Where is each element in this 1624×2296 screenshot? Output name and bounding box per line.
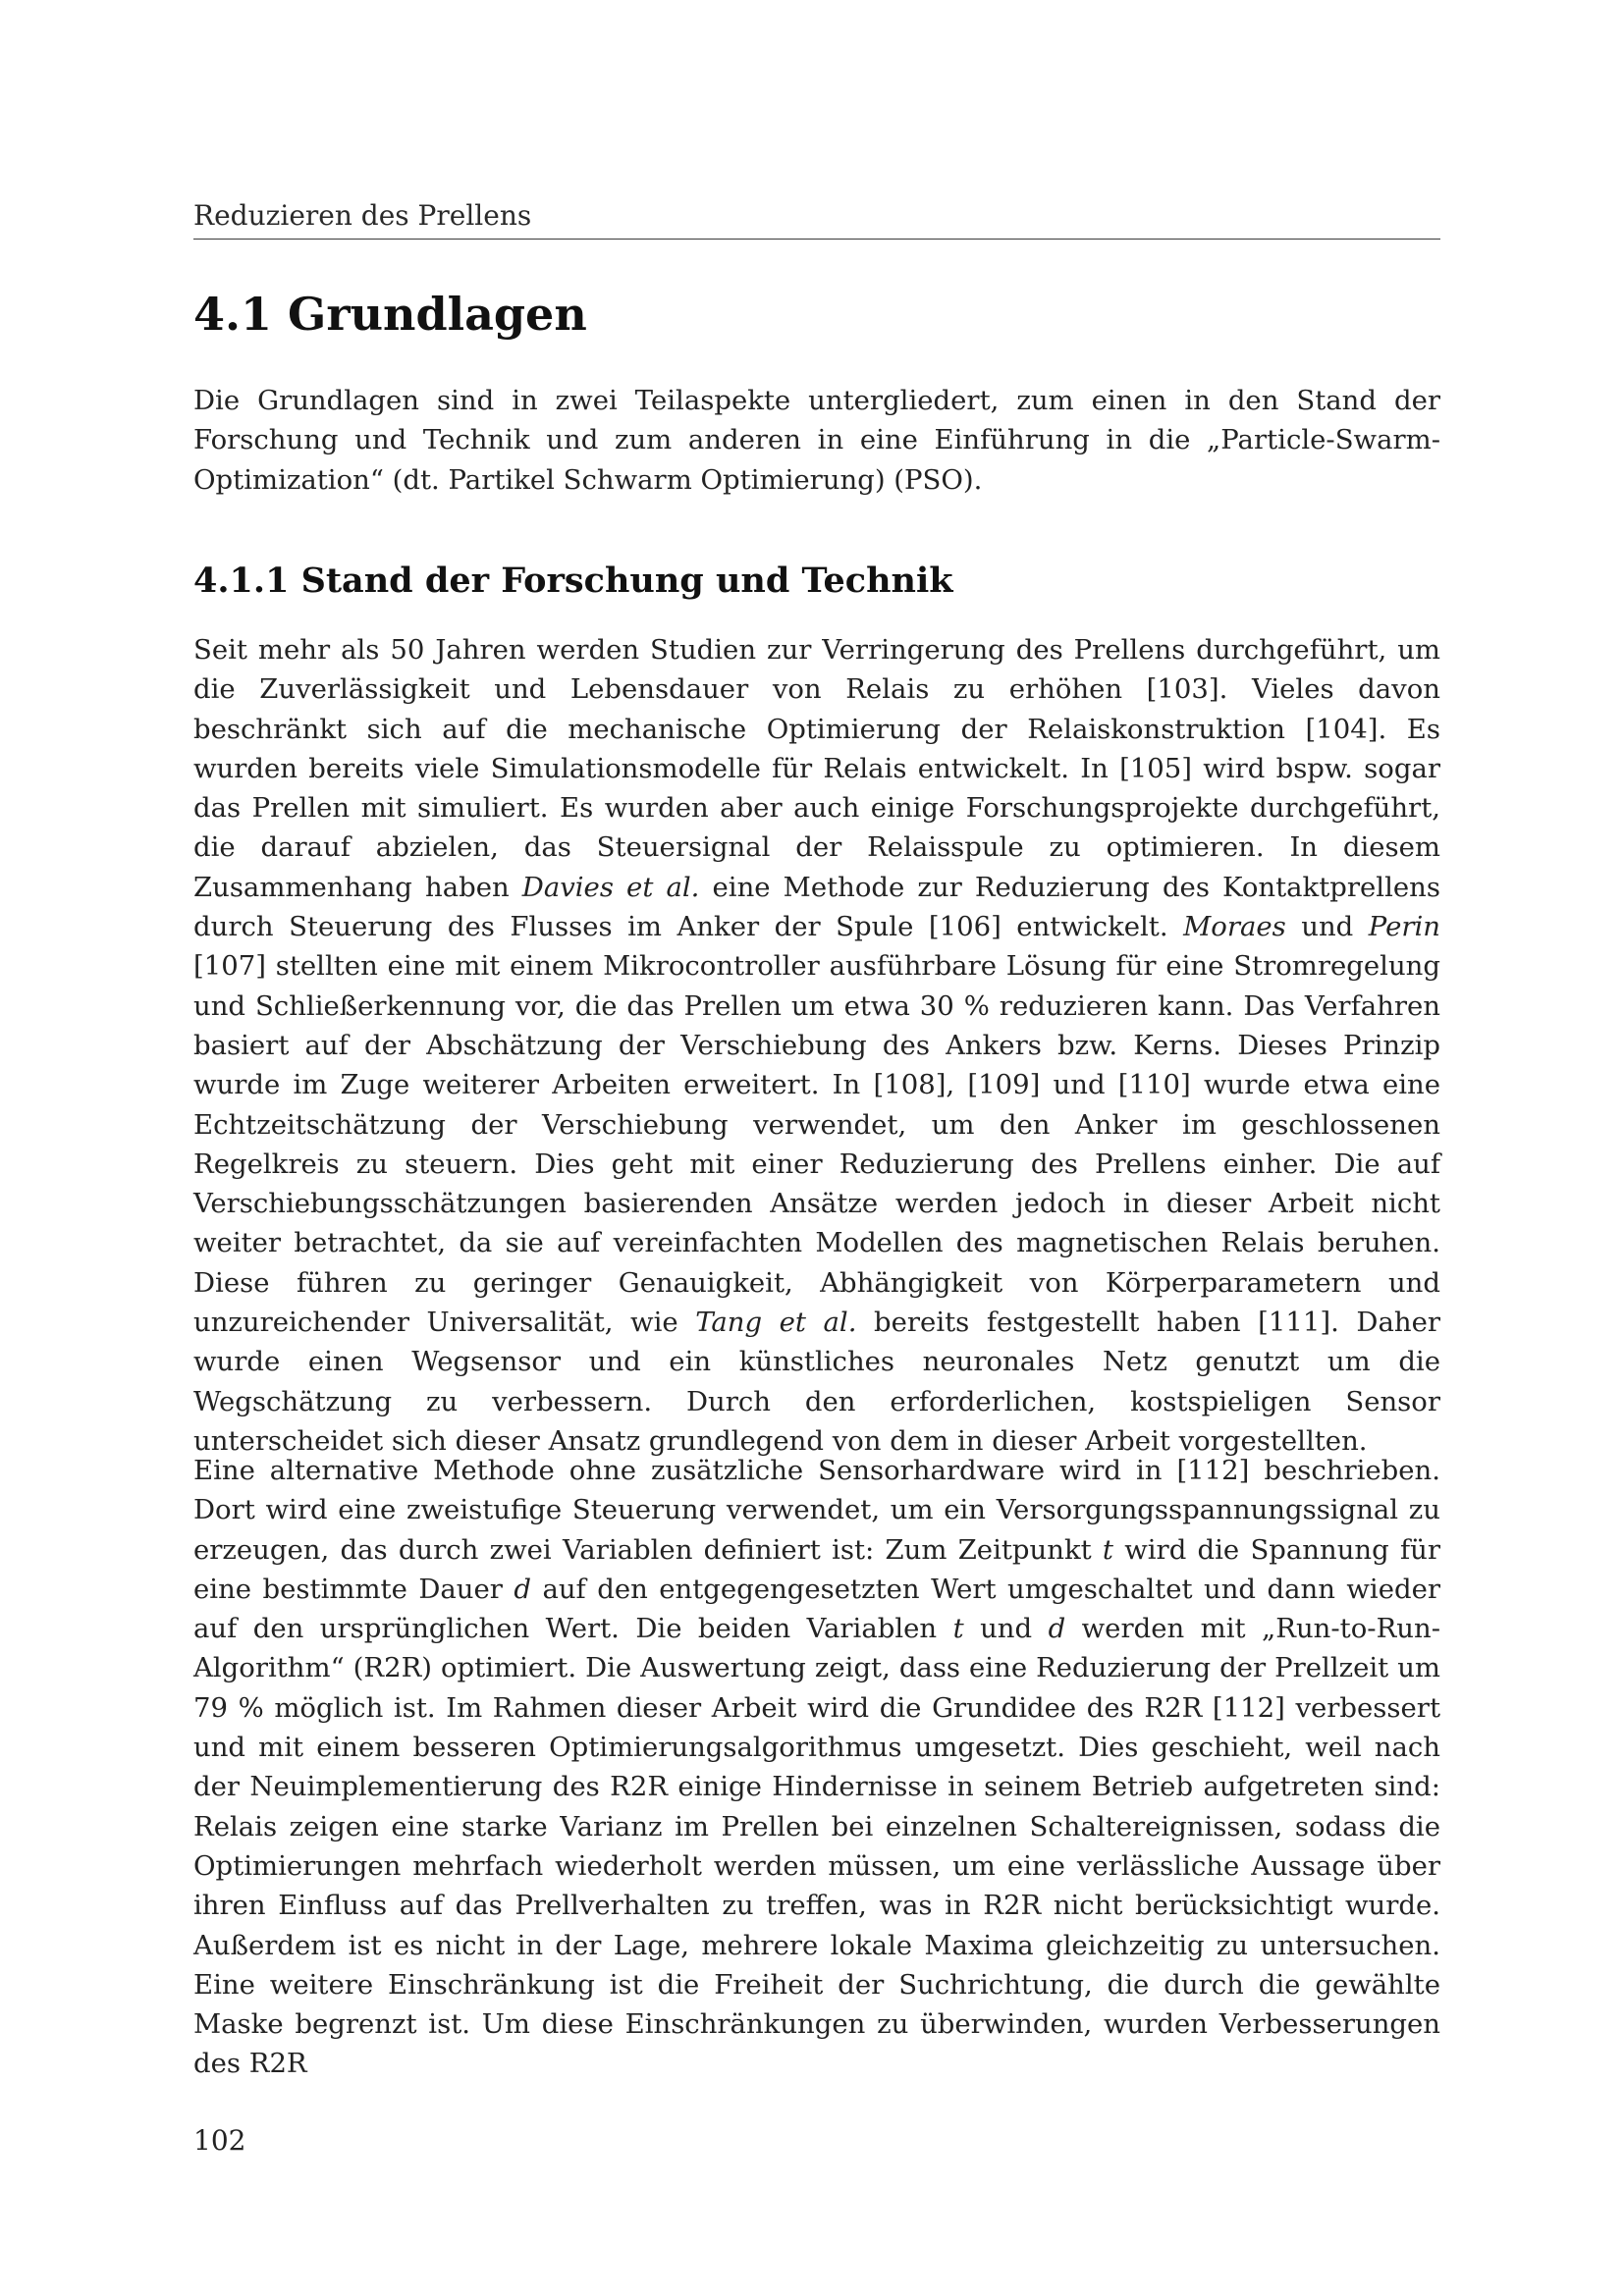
subsection-title: 4.1.1 Stand der Forschung und Technik — [193, 561, 953, 601]
text-run: wird die Spannung für eine bestimmte Dauer — [193, 1533, 1441, 1605]
page-number: 102 — [193, 2124, 246, 2157]
section-intro-paragraph: Die Grundlagen sind in zwei Teilaspekte untergliedert, zum einen in den Stand der Forschung und Technik und zum anderen in eine Einführung in die „Particle-Swarm-Optimization“ (dt. Partikel Schwarm Optimierung) (PSO). — [193, 385, 1440, 496]
body-paragraph-2 — [193, 1451, 1440, 2084]
math-variable: t — [1102, 1533, 1113, 1566]
math-variable: d — [514, 1573, 531, 1605]
running-header: Reduzieren des Prellens — [193, 199, 1440, 240]
text-run: auf den entgegengesetzten Wert umgeschaltet und dann wieder auf den ursprünglichen Wert. Die beiden Variablen — [193, 1573, 1441, 1645]
text-run: Eine alternative Methode ohne zusätzliche Sensorhardware wird in [112] beschrieben. Dort wird eine zweistufige Steuerung verwendet, um ein Versorgungsspannungssignal zu erzeugen, das durch zwei Variablen definiert ist: Zum Zeitpunkt — [193, 1455, 1440, 1566]
body-paragraph-1 — [193, 630, 1440, 1461]
text-run: und — [1285, 911, 1369, 943]
author-reference: Perin — [1368, 911, 1440, 943]
math-variable: t — [952, 1613, 964, 1645]
author-reference: Davies et al. — [521, 871, 700, 903]
text-run: bereits festgestellt haben [111]. Daher wurde einen Wegsensor und ein künstliches neuronales Netz genutzt um die Wegschätzung zu verbessern. Durch den erforderlichen, kostspieligen Sensor unterscheidet sich dieser Ansatz grundlegend von dem in dieser Arbeit vorgestellten. — [193, 1307, 1440, 1457]
text-run: eine Methode zur Reduzierung des Kontaktprellens durch Steuerung des Flusses im Anker der Spule [106] entwickelt. — [193, 871, 1440, 943]
text-run: werden mit „Run-to-Run-Algorithm“ (R2R) optimiert. Die Auswertung zeigt, dass eine Reduzierung der Prellzeit um 79 % möglich ist. Im Rahmen dieser Arbeit wird die Grundidee des R2R [112] verbessert und mit einem besseren Optimierungsalgorithmus umgesetzt. Dies geschieht, weil nach der Neuimplementierung des R2R einige Hindernisse in seinem Betrieb aufgetreten sind: Relais zeigen eine starke Varianz im Prellen bei einzelnen Schaltereignissen, sodass die Optimierungen mehrfach wiederholt werden müssen, um eine verlässliche Aussage über ihren Einfluss auf das Prellverhalten zu treffen, was in R2R nicht berücksichtigt wurde. Außerdem ist es nicht in der Lage, mehrere lokale Maxima gleichzeitig zu untersuchen. Eine weitere Einschränkung ist die Freiheit der Suchrichtung, die durch die gewählte Maske begrenzt ist. Um diese Einschränkungen zu überwinden, wurden Verbesserungen des R2R — [193, 1613, 1440, 2080]
math-variable: d — [1048, 1613, 1066, 1645]
text-run: und — [963, 1613, 1049, 1645]
author-reference: Tang et al. — [695, 1307, 857, 1339]
author-reference: Moraes — [1183, 911, 1286, 943]
section-title: 4.1 Grundlagen — [193, 288, 587, 341]
text-run: [107] stellten eine mit einem Mikrocontroller ausführbare Lösung für eine Stromregelung und Schließerkennung vor, die das Prellen um etwa 30 % reduzieren kann. Das Verfahren basiert auf der Abschätzung der Verschiebung des Ankers bzw. Kerns. Dieses Prinzip wurde im Zuge weiterer Arbeiten erweitert. In [108], [109] und [110] wurde etwa eine Echtzeitschätzung der Verschiebung verwendet, um den Anker im geschlossenen Regelkreis zu steuern. Dies geht mit einer Reduzierung des Prellens einher. Die auf Verschiebungsschätzungen basierenden Ansätze werden jedoch in dieser Arbeit nicht weiter betrachtet, da sie auf vereinfachten Modellen des magnetischen Relais beruhen. Diese führen zu geringer Genauigkeit, Abhängigkeit von Körperparametern und unzureichender Universalität, wie — [193, 950, 1440, 1339]
text-run: Seit mehr als 50 Jahren werden Studien zur Verringerung des Prellens durchgeführt, um die Zuverlässigkeit und Lebensdauer von Relais zu erhöhen [103]. Vieles davon beschränkt sich auf die mechanische Optimierung der Relaiskonstruktion [104]. Es wurden bereits viele Simulationsmodelle für Relais entwickelt. In [105] wird bspw. sogar das Prellen mit simuliert. Es wurden aber auch einige Forschungsprojekte durchgeführt, die darauf abzielen, das Steuersignal der Relaisspule zu optimieren. In diesem Zusammenhang haben — [193, 634, 1440, 903]
